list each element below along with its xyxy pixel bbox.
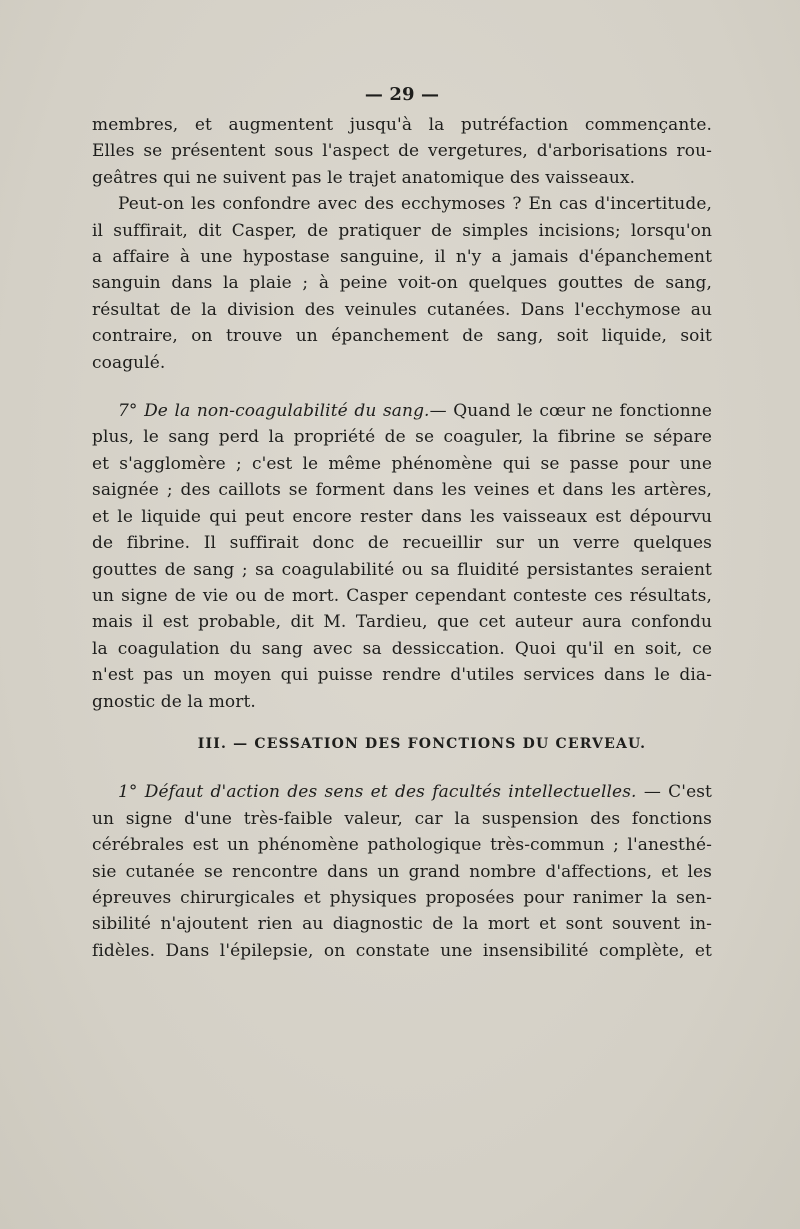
page-number: — 29 — (364, 84, 440, 105)
paragraph-sens (92, 779, 712, 964)
text-line: et le liquide qui peut encore rester dans les vaisseaux est dépourvu (92, 506, 712, 527)
text-line: Peut-on les confondre avec des ecchymoses ? En cas d'incertitude, (118, 194, 712, 215)
text-line: un signe de vie ou de mort. Casper cependant conteste ces résultats, (92, 585, 712, 606)
text-fragment: — Quand le cœur ne fonctionne (429, 401, 712, 422)
text-line: un signe d'une très-faible valeur, car la suspension des fonctions (92, 808, 712, 829)
text-line: fidèles. Dans l'épilepsie, on constate une insensibilité complète, et (92, 940, 712, 961)
text-line: geâtres qui ne suivent pas le trajet anatomique des vaisseaux. (92, 167, 636, 188)
text-line: cérébrales est un phénomène pathologique très-commun ; l'anesthé- (92, 835, 712, 856)
text-line: mais il est probable, dit M. Tardieu, que cet auteur aura confondu (92, 612, 712, 633)
page-text (92, 82, 712, 964)
text-line: plus, le sang perd la propriété de se coaguler, la fibrine se sépare (92, 427, 712, 448)
text-line: sanguin dans la plaie ; à peine voit-on quelques gouttes de sang, (92, 273, 712, 294)
section-heading: III. — CESSATION DES FONCTIONS DU CERVEAU. (197, 735, 647, 752)
text-line: saignée ; des caillots se forment dans les veines et dans les artères, (92, 480, 712, 501)
text-line: de fibrine. Il suffirait donc de recueillir sur un verre quelques (92, 533, 712, 554)
text-fragment: — C'est (643, 782, 712, 803)
text-line: sie cutanée se rencontre dans un grand nombre d'affections, et les (92, 861, 712, 882)
text-line: Elles se présentent sous l'aspect de vergetures, d'arborisations rou- (92, 141, 712, 162)
text-line: et s'agglomère ; c'est le même phénomène qui se passe pour une (92, 453, 712, 474)
text-line: il suffirait, dit Casper, de pratiquer de simples incisions; lorsqu'on (92, 220, 712, 241)
text-line: épreuves chirurgicales et physiques proposées pour ranimer la sen- (92, 887, 712, 908)
text-line: n'est pas un moyen qui puisse rendre d'utiles services dans le dia- (92, 665, 712, 686)
paragraph-continuation (92, 112, 712, 191)
text-line: contraire, on trouve un épanchement de sang, soit liquide, soit (92, 326, 712, 347)
paragraph-ecchymoses (92, 191, 712, 376)
text-line: résultat de la division des veinules cutanées. Dans l'ecchymose au (92, 299, 712, 320)
text-line: a affaire à une hypostase sanguine, il n'y a jamais d'épanchement (92, 247, 712, 268)
text-line: membres, et augmentent jusqu'à la putréfaction commençante. (92, 115, 712, 135)
italic-heading: 7° De la non-coagulabilité du sang. (118, 401, 430, 422)
italic-heading: 1° Défaut d'action des sens et des facultés intellectuelles. (118, 782, 637, 803)
text-line: coagulé. (92, 352, 166, 373)
text-line: gnostic de la mort. (92, 691, 256, 712)
text-line (92, 779, 712, 805)
text-line: la coagulation du sang avec sa dessiccation. Quoi qu'il en soit, ce (92, 638, 712, 659)
text-line: gouttes de sang ; sa coagulabilité ou sa fluidité persistantes seraient (92, 559, 712, 580)
paragraph-coagulabilite (92, 398, 712, 715)
text-line: sibilité n'ajoutent rien au diagnostic de la mort et sont souvent in- (92, 914, 712, 935)
text-line (92, 398, 712, 424)
